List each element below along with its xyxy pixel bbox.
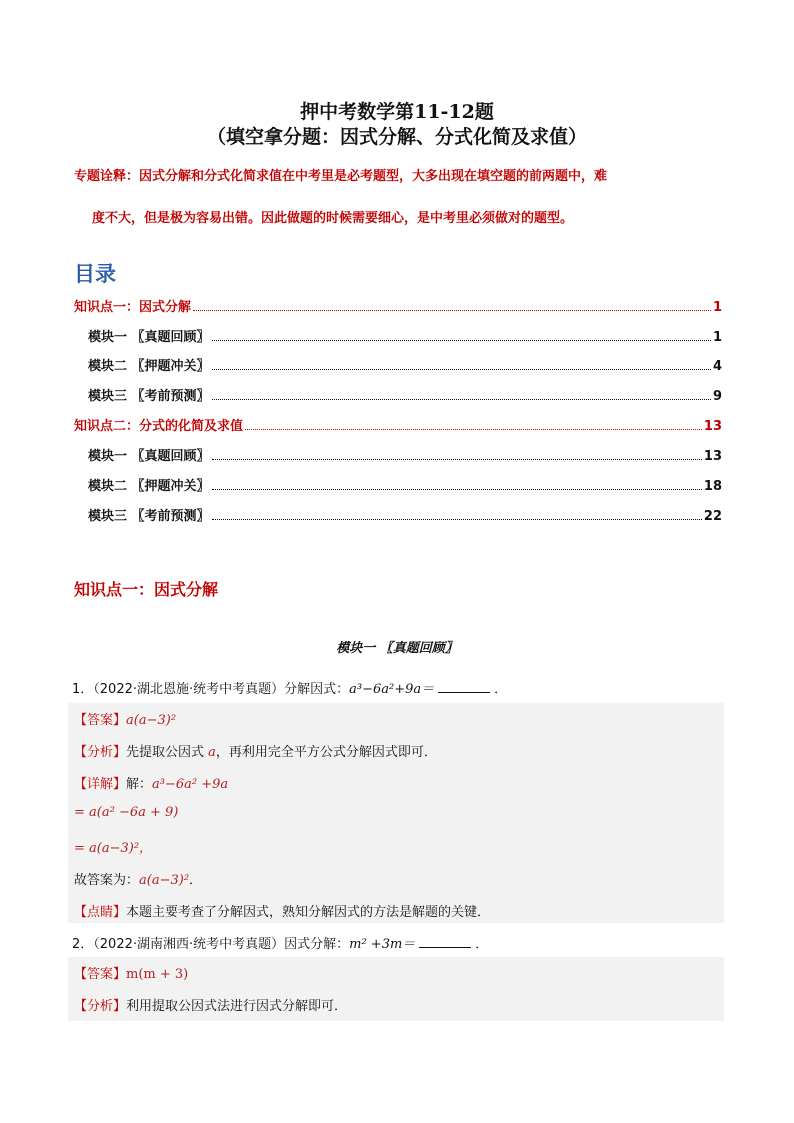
toc-item-module-3[interactable] [88,384,722,404]
toc-item-label: 模块二 〖押题冲关〗 [88,359,210,374]
answer-value: a(a−3)² [126,713,177,728]
toc-leader-dots [212,399,711,400]
toc-leader-dots [212,519,702,520]
toc-heading: 目录 [74,262,116,286]
toc-item-page: 9 [712,389,722,404]
answer-blank [419,947,471,948]
toc-item-page: 4 [712,359,722,374]
toc-item-label: 模块三 〖考前预测〗 [88,509,210,524]
analysis-tag: 【分析】 [74,745,127,760]
question-end: ． [475,937,489,952]
toc-leader-dots [245,429,702,430]
toc-item-label: 模块二 〖押题冲关〗 [88,479,210,494]
conclusion-end: ． [189,873,203,888]
detail-step-2 [74,837,152,856]
toc-item-knowledge-1[interactable] [74,295,722,315]
page-subtitle: （填空拿分题：因式分解、分式化简及求值） [206,126,587,148]
answer-tag: 【答案】 [74,967,127,982]
question-2-stem [72,933,488,952]
toc-item-page: 1 [712,330,722,345]
answer-line [74,709,176,728]
question-expression: m² +3m＝ [349,937,416,952]
toc-leader-dots [212,340,711,341]
question-text: 2．（2022·湖南湘西·统考中考真题）因式分解： [72,937,350,952]
comment-tag: 【点睛】 [74,905,127,920]
detail-expression: a³−6a² +9a [152,777,229,792]
conclusion-expression: a(a−3)² [139,873,190,888]
page-title: 押中考数学第11-12题 [300,101,494,123]
toc-item-module-2[interactable] [88,354,722,374]
analysis-tag: 【分析】 [74,999,127,1014]
answer-tag: 【答案】 [74,713,127,728]
analysis-line [74,995,347,1014]
toc-leader-dots [212,489,702,490]
toc-leader-dots [212,459,702,460]
comment-text: 本题主要考查了分解因式，熟知分解因式的方法是解题的关键． [126,905,491,920]
conclusion-text: 故答案为： [74,873,140,888]
analysis-line [74,741,437,760]
toc-item-module-1[interactable] [88,325,722,345]
question-1-solution [68,703,724,923]
toc-item-module-2b[interactable] [88,474,722,494]
detail-tag: 【详解】 [74,777,127,792]
detail-line [74,773,228,792]
toc-item-page: 1 [712,300,722,315]
toc-item-label: 知识点一：因式分解 [74,300,192,315]
question-1-stem [72,678,507,697]
toc-item-knowledge-2[interactable] [74,414,722,434]
question-2-solution [68,957,724,1021]
toc-item-module-1b[interactable] [88,444,722,464]
toc-item-label: 模块一 〖真题回顾〗 [88,330,210,345]
question-text: 1．（2022·湖北恩施·统考中考真题）分解因式： [72,682,350,697]
question-expression: a³−6a²+9a＝ [349,682,435,697]
intro-line-2: 度不大，但是极为容易出错。因此做题的时候需要细心，是中考里必须做对的题型。 [92,211,574,226]
step-expression: = a(a−3)²， [74,841,153,856]
analysis-variable: a [208,745,216,760]
toc-item-label: 模块三 〖考前预测〗 [88,389,210,404]
detail-step-1 [74,805,178,820]
toc-item-page: 22 [703,509,722,524]
toc-item-page: 13 [703,449,722,464]
question-end: ． [494,682,508,697]
toc-item-page: 18 [703,479,722,494]
toc-item-label: 知识点二：分式的化简及求值 [74,419,244,434]
analysis-text: 利用提取公因式法进行因式分解即可． [126,999,348,1014]
conclusion-line [74,869,202,888]
answer-line [74,963,188,982]
section-heading: 知识点一：因式分解 [74,580,219,599]
intro-line-1: 专题诠释：因式分解和分式化简求值在中考里是必考题型，大多出现在填空题的前两题中，难 [74,169,608,184]
toc-item-page: 13 [703,419,722,434]
module-heading: 模块一 〖真题回顾〗 [336,641,458,656]
toc-leader-dots [212,369,711,370]
comment-line [74,901,490,920]
detail-text: 解： [126,777,153,792]
analysis-text-2: ，再利用完全平方公式分解因式即可． [215,745,437,760]
toc-item-label: 模块一 〖真题回顾〗 [88,449,210,464]
toc-leader-dots [193,310,711,311]
toc-item-module-3b[interactable] [88,504,722,524]
answer-value: m(m + 3) [126,967,189,982]
answer-blank [438,692,490,693]
step-expression: = a(a² −6a + 9) [74,805,179,820]
analysis-text: 先提取公因式 [126,745,209,760]
